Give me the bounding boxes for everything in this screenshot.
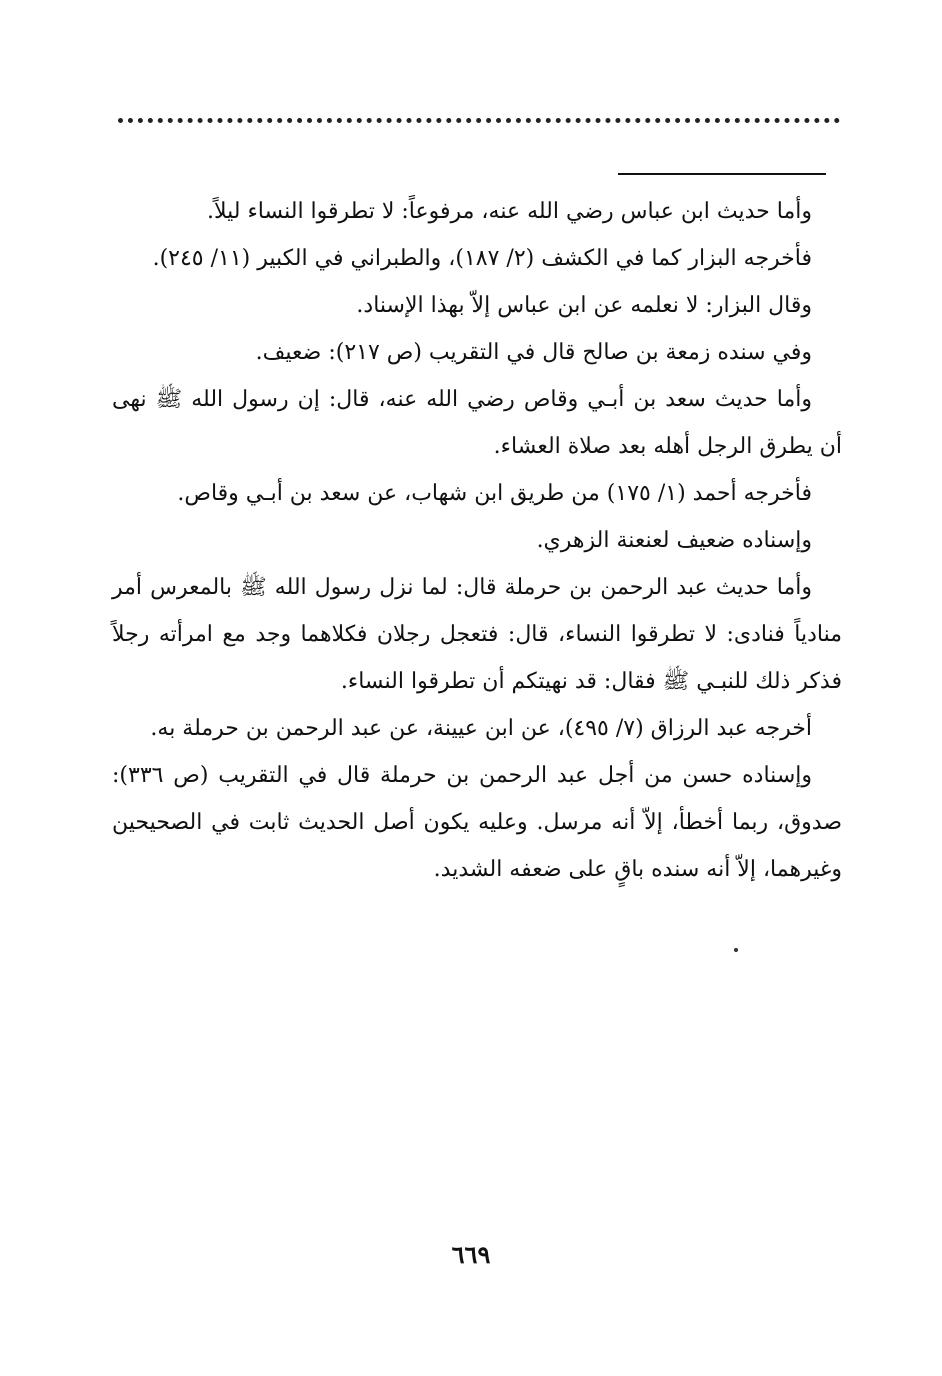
paragraph-zuhri-grading: وإسناده ضعيف لعنعنة الزهري. bbox=[536, 528, 812, 553]
page-number: ٦٦٩ bbox=[451, 1240, 491, 1269]
footnote-text-block bbox=[112, 188, 842, 893]
paragraph-saad-hadith: وأما حديث سعد بن أبـي وقاص رضي الله عنه، قال: إن رسول الله ﷺ نهى أن يطرق الرجل أهله بعد صلاة العشاء. bbox=[112, 387, 842, 459]
paragraph-bazzar-comment: وقال البزار: لا نعلمه عن ابن عباس إلاّ بهذا الإسناد. bbox=[356, 293, 812, 318]
scan-speck bbox=[734, 948, 738, 952]
paragraph-ahmad-takhrij: فأخرجه أحمد (١/ ١٧٥) من طريق ابن شهاب، عن سعد بن أبـي وقاص. bbox=[177, 481, 812, 506]
paragraph-bazzar-tabarani-takhrij: فأخرجه البزار كما في الكشف (٢/ ١٨٧)، والطبراني في الكبير (١١/ ٢٤٥). bbox=[152, 246, 812, 271]
paragraph-ibn-abbas-hadith: وأما حديث ابن عباس رضي الله عنه، مرفوعاً: لا تطرقوا النساء ليلاً. bbox=[206, 199, 812, 224]
footnote-separator-rule bbox=[618, 173, 826, 175]
paragraph-abdurrahman-hadith: وأما حديث عبد الرحمن بن حرملة قال: لما نزل رسول الله ﷺ بالمعرس أمر منادياً فنادى: لا تطرقوا النساء، قال: فتعجل رجلان فكلاهما وجد مع امرأته رجلاً فذكر ذلك للنبـي ﷺ فقال: قد نهيتكم أن تطرقوا النساء. bbox=[112, 575, 842, 694]
paragraph-final-grading: وإسناده حسن من أجل عبد الرحمن بن حرملة قال في التقريب (ص ٣٣٦): صدوق، ربما أخطأ، إلاّ أنه مرسل. وعليه يكون أصل الحديث ثابت في الصحيحين وغيرهما، إلاّ أنه سنده باقٍ على ضعفه الشديد. bbox=[112, 763, 842, 882]
paragraph-abdurrazzaq-takhrij: أخرجه عبد الرزاق (٧/ ٤٩٥)، عن ابن عيينة، عن عبد الرحمن بن حرملة به. bbox=[150, 716, 812, 741]
continuation-dotted-rule bbox=[118, 118, 840, 123]
paragraph-zamaa-grading: وفي سنده زمعة بن صالح قال في التقريب (ص ٢١٧): ضعيف. bbox=[255, 340, 812, 365]
